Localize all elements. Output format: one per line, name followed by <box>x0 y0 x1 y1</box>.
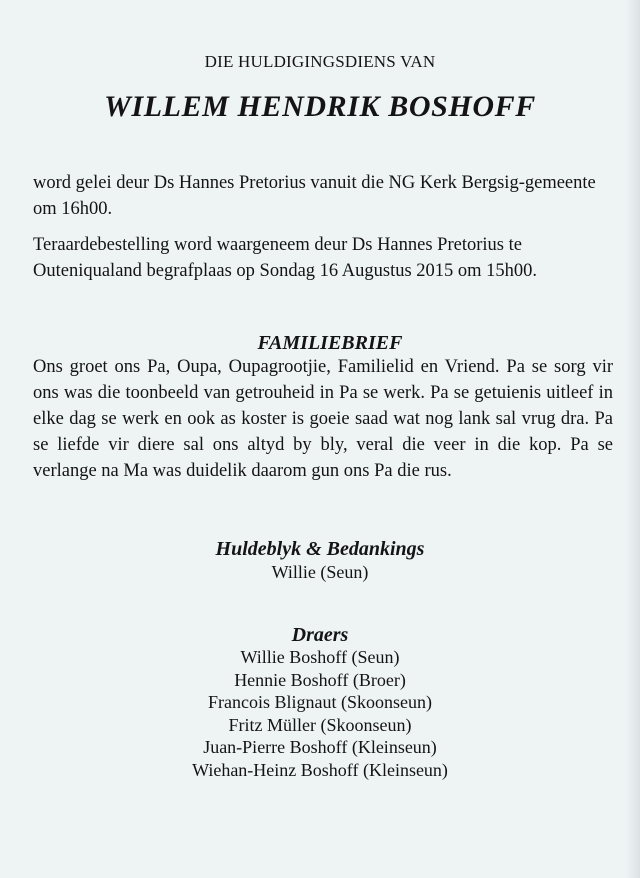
bearers-title: Draers <box>291 624 349 646</box>
burial-details: Teraardebestelling word waargeneem deur Ds Hannes Pretorius te Outeniqualand begrafplaas op Sondag 16 Augustus 2015 om 15h00. <box>33 235 538 281</box>
page-edge-shadow <box>626 0 640 878</box>
bearer-item: Francois Blignaut (Skoonseun) <box>208 692 432 712</box>
service-heading: DIE HULDIGINGSDIENS VAN <box>204 52 436 71</box>
bearers-list <box>0 646 640 781</box>
bearer-item: Hennie Boshoff (Broer) <box>234 669 406 690</box>
deceased-name: WILLEM HENDRIK BOSHOFF <box>104 90 536 123</box>
bearer-item: Wiehan-Heinz Boshoff (Kleinseun) <box>192 759 448 780</box>
bearer-item: Fritz Müller (Skoonseun) <box>228 714 412 735</box>
bearer-item: Willie Boshoff (Seun) <box>240 647 400 667</box>
tributes-title: Huldeblyk & Bedankings <box>215 538 425 560</box>
family-letter-title: FAMILIEBRIEF <box>257 332 403 354</box>
family-letter-body: Ons groet ons Pa, Oupa, Oupagrootjie, Familielid en Vriend. Pa se sorg vir ons was die toonbeeld van getrouheid in Pa se werk. Pa se getuienis uitleef in elke dag se werk en ook as koster is goeie saad wat nog lank sal vrug dra. Pa se liefde vir diere sal ons altyd by bly, veral die veer in die kop. Pa se verlange na Ma was duidelik daarom gun ons Pa die rus. <box>33 357 613 481</box>
tributes-name: Willie (Seun) <box>271 562 369 582</box>
service-details: word gelei deur Ds Hannes Pretorius vanuit die NG Kerk Bergsig-gemeente om 16h00. <box>33 173 596 219</box>
bearer-item: Juan-Pierre Boshoff (Kleinseun) <box>203 737 437 757</box>
